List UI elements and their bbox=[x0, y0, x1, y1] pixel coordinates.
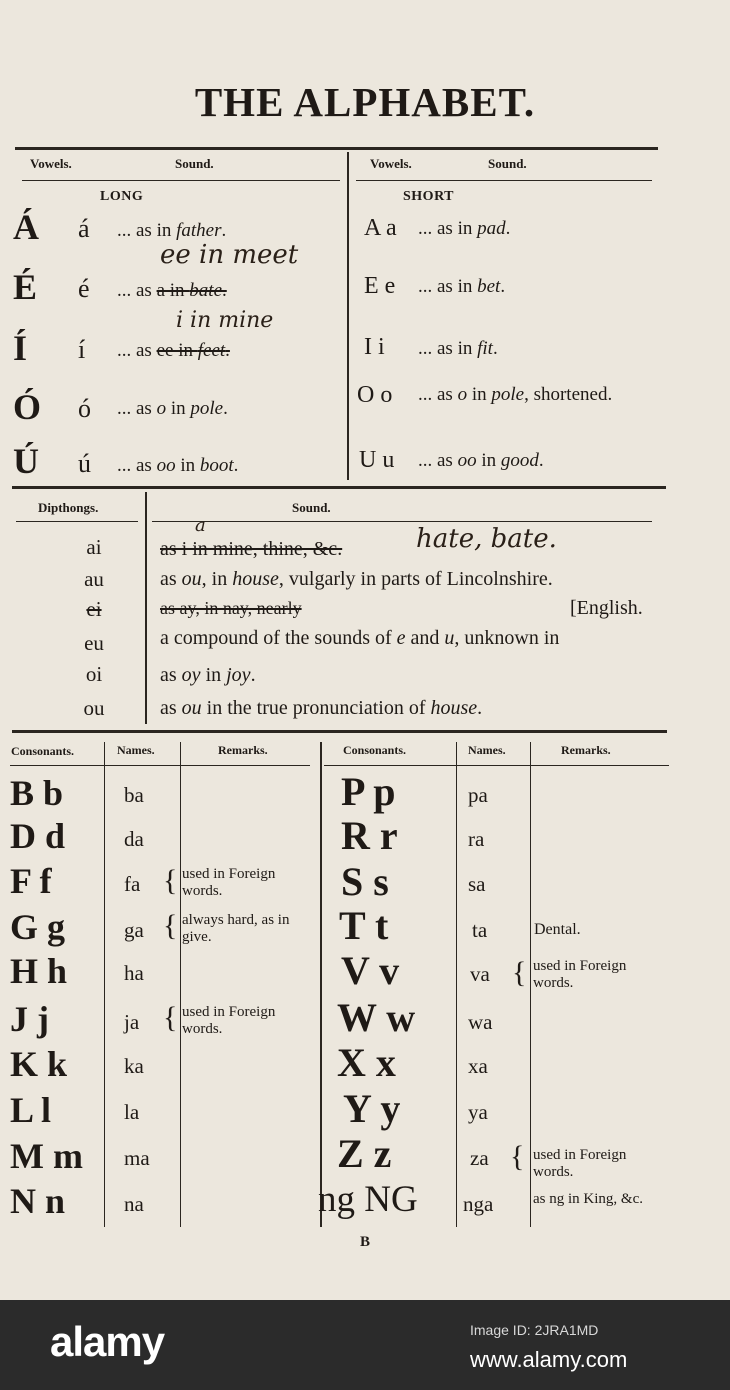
sound-header-left: Sound. bbox=[175, 156, 214, 171]
diphthong-sound-header: Sound. bbox=[292, 500, 331, 515]
image-id: Image ID: 2JRA1MD bbox=[470, 1322, 599, 1338]
vowel-header-rule-left bbox=[22, 180, 340, 181]
consonant-remark: Dental. bbox=[534, 921, 581, 938]
col-divider bbox=[180, 742, 181, 1227]
long-vowel-upper: Í bbox=[13, 328, 28, 368]
handwritten-correction: hate, bate. bbox=[416, 524, 557, 554]
diphthong: ai bbox=[86, 535, 102, 559]
diphthong-sound: as ou, in house, vulgarly in parts of Lincolnshire. bbox=[160, 568, 553, 590]
consonant-letters: V v bbox=[341, 948, 400, 993]
long-vowel-sound: ... as oo in boot. bbox=[117, 455, 239, 476]
consonant-header-rule-right bbox=[324, 765, 669, 766]
consonant-name: nga bbox=[463, 1192, 494, 1216]
consonants-header-right: Consonants. bbox=[343, 743, 407, 757]
consonant-remark: always hard, as in give. bbox=[182, 912, 290, 945]
short-vowel-sound: ... as in bet. bbox=[418, 276, 506, 297]
brace: { bbox=[163, 864, 178, 897]
long-vowel-upper: É bbox=[13, 267, 38, 307]
long-vowel-sound: ... as a in bate. bbox=[117, 280, 227, 301]
vowels-header-left: Vowels. bbox=[30, 156, 72, 171]
consonant-letters: J j bbox=[10, 999, 49, 1039]
short-vowel-letters: A a bbox=[364, 215, 397, 241]
diphthong-divider bbox=[145, 492, 147, 724]
diphthong-sound: as ou in the true pronunciation of house. bbox=[160, 697, 483, 719]
consonant-letters: ng NG bbox=[318, 1179, 418, 1220]
handwritten-correction: i in mine bbox=[176, 308, 274, 333]
consonant-remark: used in Foreign words. bbox=[533, 958, 627, 991]
consonant-letters: W w bbox=[337, 995, 416, 1040]
long-label: LONG bbox=[100, 189, 144, 204]
consonant-name: xa bbox=[468, 1054, 488, 1078]
brace: { bbox=[510, 1140, 525, 1173]
long-vowel-upper: Ó bbox=[13, 387, 42, 427]
consonant-name: da bbox=[124, 827, 144, 851]
col-divider bbox=[320, 742, 322, 1227]
long-vowel-upper: Ú bbox=[13, 441, 39, 481]
remarks-header-right: Remarks. bbox=[561, 743, 611, 757]
consonant-letters: M m bbox=[10, 1136, 83, 1176]
consonant-name: wa bbox=[468, 1010, 493, 1034]
page-title: THE ALPHABET. bbox=[194, 79, 536, 125]
handwritten-insertion: a bbox=[195, 515, 206, 536]
consonant-letters: B b bbox=[10, 773, 64, 813]
brace: { bbox=[512, 956, 527, 989]
diphthong-sound: as oy in joy. bbox=[160, 664, 256, 686]
consonant-name: la bbox=[124, 1100, 140, 1124]
diphthong: ou bbox=[83, 696, 105, 720]
consonant-name: ma bbox=[124, 1146, 150, 1170]
consonant-name: ga bbox=[124, 918, 144, 942]
handwritten-correction: ee in meet bbox=[160, 240, 299, 270]
consonant-name: sa bbox=[468, 872, 486, 896]
consonant-name: va bbox=[470, 962, 490, 986]
vowel-header-rule-right bbox=[356, 180, 652, 181]
diphthong-header-rule-left bbox=[16, 521, 138, 522]
short-vowel-sound: ... as in fit. bbox=[418, 338, 498, 359]
col-divider bbox=[530, 742, 531, 1227]
sound-header-right: Sound. bbox=[488, 156, 527, 171]
consonant-letters: G g bbox=[10, 907, 66, 947]
alamy-logo: alamy bbox=[50, 1318, 165, 1365]
consonant-letters: X x bbox=[337, 1040, 396, 1085]
consonant-letters: F f bbox=[10, 861, 52, 901]
consonant-letters: D d bbox=[10, 816, 66, 856]
diphthong-header-rule-right bbox=[152, 521, 652, 522]
consonant-name: ra bbox=[468, 827, 485, 851]
consonant-letters: N n bbox=[10, 1181, 66, 1221]
diphthong: au bbox=[84, 567, 104, 591]
consonant-letters: T t bbox=[339, 903, 389, 948]
short-vowel-letters: E e bbox=[364, 273, 396, 299]
diphthong-top-rule bbox=[12, 486, 666, 489]
long-vowel-lower: ú bbox=[78, 449, 91, 478]
consonant-remark: as ng in King, &c. bbox=[533, 1191, 643, 1207]
long-vowel-upper: Á bbox=[13, 207, 39, 247]
struck-text: as i in mine, thine, &c. bbox=[160, 538, 343, 560]
consonant-name: ya bbox=[468, 1100, 488, 1124]
consonant-letters: Z z bbox=[337, 1131, 392, 1176]
diphthong: eu bbox=[84, 631, 104, 655]
long-vowel-lower: é bbox=[78, 274, 90, 303]
long-vowel-sound: ... as ee in feet. bbox=[117, 340, 230, 361]
col-divider bbox=[104, 742, 105, 1227]
short-vowel-sound: ... as o in pole, shortened. bbox=[418, 384, 613, 405]
brace: { bbox=[163, 909, 178, 942]
consonant-name: na bbox=[124, 1192, 144, 1216]
consonant-top-rule bbox=[12, 730, 667, 733]
short-label: SHORT bbox=[403, 189, 455, 204]
consonant-letters: K k bbox=[10, 1044, 68, 1084]
consonant-name: ta bbox=[472, 918, 488, 942]
short-vowel-letters: U u bbox=[359, 447, 395, 473]
long-vowel-lower: á bbox=[78, 214, 90, 243]
diphthong: oi bbox=[85, 662, 103, 686]
consonant-name: ba bbox=[124, 783, 144, 807]
long-vowel-sound: ... as in father. bbox=[117, 220, 227, 241]
col-divider bbox=[456, 742, 457, 1227]
consonant-name: fa bbox=[124, 872, 141, 896]
diphthongs-header: Dipthongs. bbox=[38, 500, 99, 515]
consonant-remark: used in Foreign words. bbox=[533, 1147, 627, 1180]
consonant-letters: Y y bbox=[343, 1086, 401, 1131]
short-vowel-sound: ... as oo in good. bbox=[418, 450, 544, 471]
names-header-left: Names. bbox=[117, 743, 155, 757]
long-vowel-lower: ó bbox=[78, 394, 91, 423]
consonant-letters: P p bbox=[341, 769, 396, 814]
brace: { bbox=[163, 1001, 178, 1034]
vowels-header-right: Vowels. bbox=[370, 156, 412, 171]
consonant-name: ka bbox=[124, 1054, 144, 1078]
remarks-header-left: Remarks. bbox=[218, 743, 268, 757]
short-vowel-sound: ... as in pad. bbox=[418, 218, 511, 239]
consonant-name: pa bbox=[468, 783, 488, 807]
diphthong-sound: a compound of the sounds of e and u, unknown in bbox=[160, 627, 560, 649]
consonant-name: ha bbox=[124, 961, 144, 985]
names-header-right: Names. bbox=[468, 743, 506, 757]
consonant-letters: R r bbox=[341, 813, 398, 858]
consonant-letters: L l bbox=[10, 1090, 52, 1130]
long-vowel-lower: í bbox=[78, 335, 86, 364]
diphthong-sound: as ay, in nay, nearly bbox=[160, 598, 302, 618]
vowel-divider bbox=[347, 152, 349, 480]
consonant-letters: S s bbox=[341, 859, 389, 904]
long-vowel-sound: ... as o in pole. bbox=[117, 398, 228, 419]
signature-mark: B bbox=[359, 1234, 370, 1250]
consonant-remark: used in Foreign words. bbox=[182, 866, 276, 899]
consonant-remark: used in Foreign words. bbox=[182, 1004, 276, 1037]
short-vowel-letters: O o bbox=[357, 382, 393, 408]
site-url: www.alamy.com bbox=[470, 1347, 628, 1372]
consonant-letters: H h bbox=[10, 951, 68, 991]
top-rule bbox=[15, 147, 658, 150]
short-vowel-letters: I i bbox=[364, 334, 385, 360]
diphthong-sound-tail: [English. bbox=[570, 597, 643, 619]
consonant-name: ja bbox=[124, 1010, 140, 1034]
consonant-header-rule-left bbox=[10, 765, 310, 766]
consonants-header-left: Consonants. bbox=[11, 744, 75, 758]
consonant-name: za bbox=[470, 1146, 489, 1170]
diphthong: ei bbox=[86, 597, 102, 621]
diphthong-sound bbox=[160, 538, 342, 561]
